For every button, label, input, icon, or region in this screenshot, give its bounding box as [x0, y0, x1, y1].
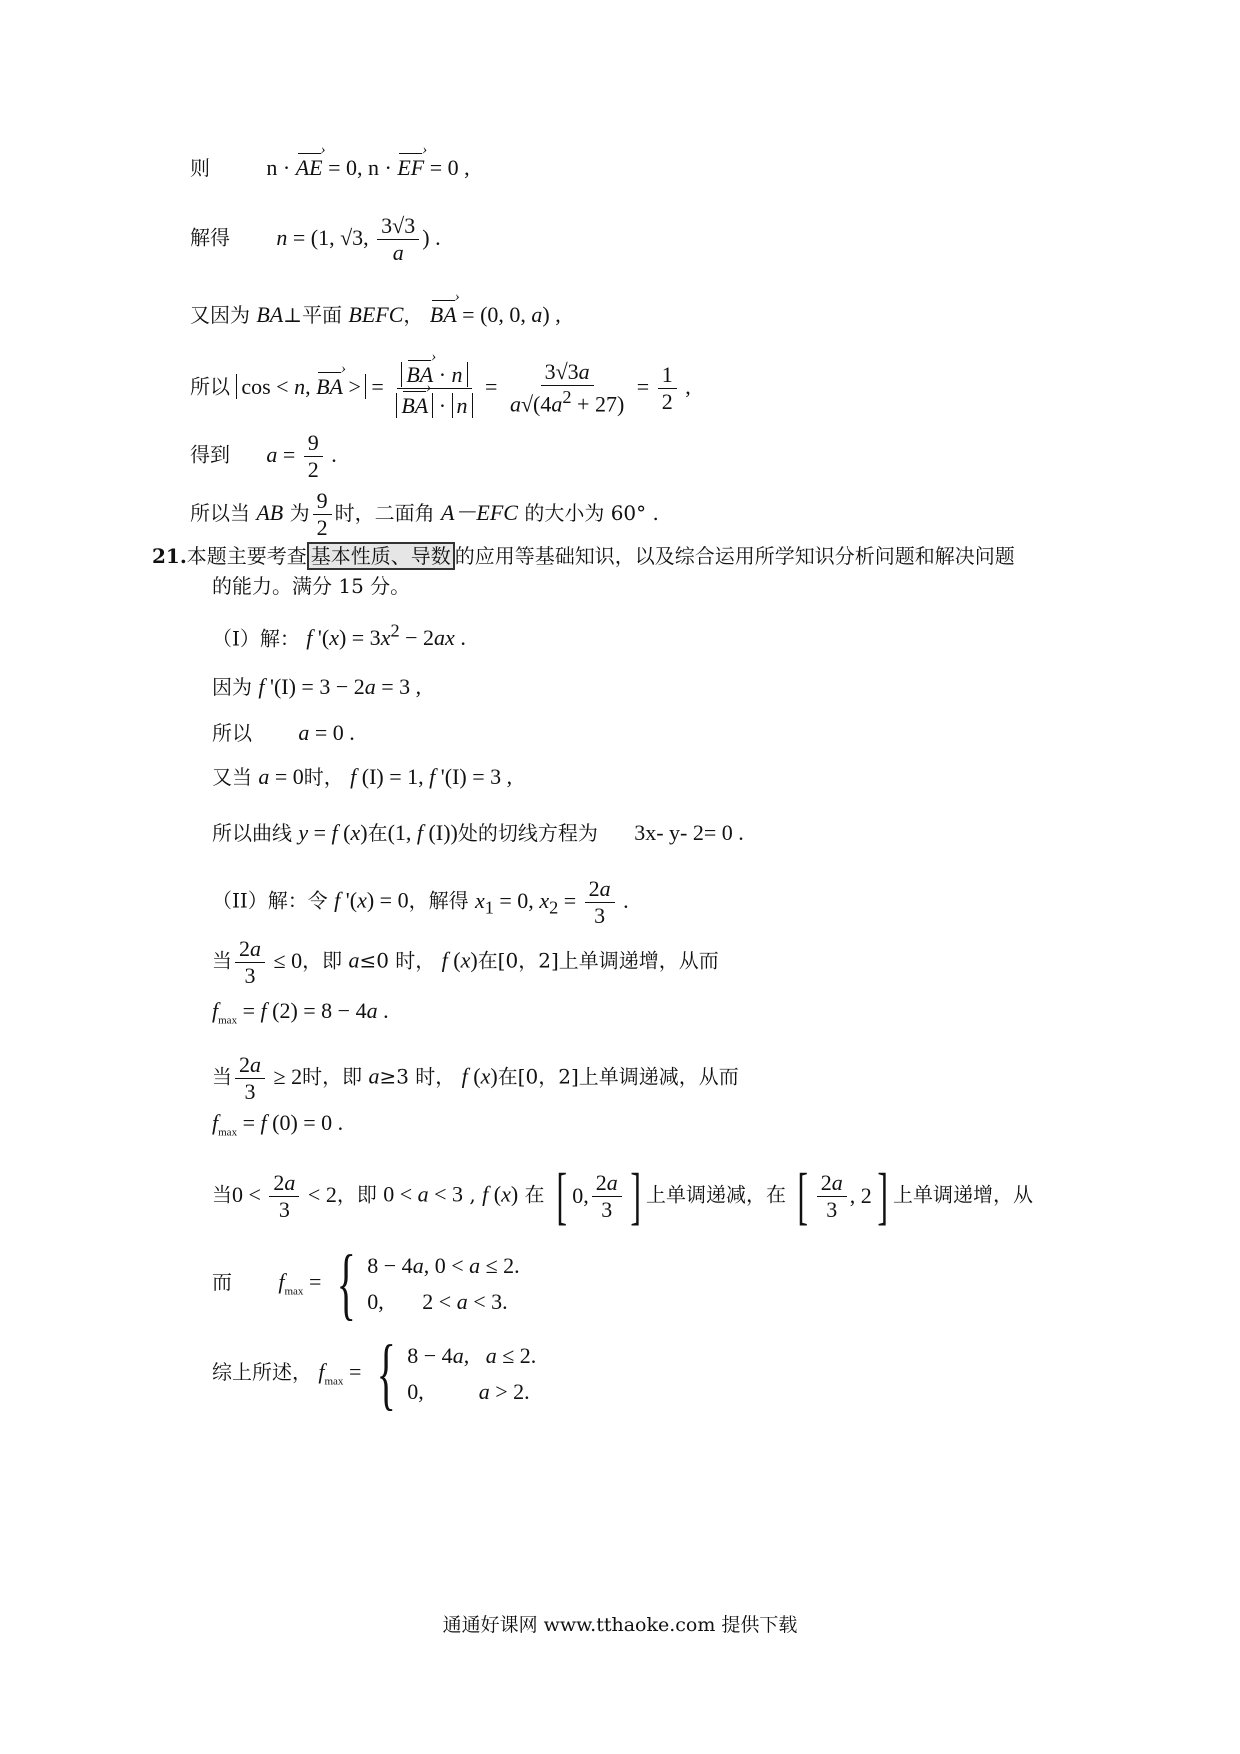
case1-max: [212, 1000, 389, 1026]
formula-f1-values: f (I) = 1, f '(I) = 3 ,: [350, 764, 513, 789]
formula-a-nine-halves: a = $\frac{9}{2}$ .: [266, 430, 337, 482]
text-suoyidang: 所以当: [190, 501, 250, 525]
text-shi: 时，: [303, 765, 344, 789]
text-zai: 在: [524, 1182, 545, 1207]
line-ba-perpendicular: 又因为 BA⊥平面 BEFC， BA › = (0, 0, a) ,: [190, 300, 561, 326]
text-size: 的大小为: [524, 501, 605, 525]
formula-fmax-case1: $f_{max} = f$ (2) = 8 − 4a .: [212, 998, 389, 1027]
formula-a-range: 0 < a < 3: [383, 1181, 464, 1207]
formula-befc: BEFC: [348, 302, 404, 327]
q21-intro-line1: [152, 546, 1015, 566]
case2: 当 $\frac{2a}{3}$ ≥ 2时，即 a≥3 时， f (x)在[0，2]上单调递减，从而: [212, 1052, 739, 1104]
text-suoyiquxian: 所以曲线: [212, 821, 292, 845]
text-60-degrees: 60°: [610, 501, 647, 525]
formula-ba-vector: BA › = (0, 0, a) ,: [430, 302, 561, 327]
q21-intro-b: 的应用等基础知识，以及综合运用所学知识分析问题和解决问题: [454, 544, 1015, 568]
text-pingmian: 平面: [302, 303, 343, 327]
part1-tangent: 所以曲线 y = f (x)在(1, f (I))处的切线方程为 3x- y- 2= 0 .: [212, 820, 744, 845]
formula-roots: $x_1 = 0$, $x_2$ = $\frac{2a}{3}$ .: [474, 876, 629, 928]
part1-derivative: [212, 622, 466, 649]
text-zai: 在: [367, 821, 388, 845]
case3: 当0 < $\frac{2a}{3}$ < 2，即 0 < a < 3 , f (x) 在 [ 0, $\frac{2a}{3}$ ] 上单调递减，在 [ $\frac{2a}{3}$ , 2 ] 上单调递增，从: [212, 1160, 1033, 1231]
text-case2-mono: 在[0，2]上单调递减，从而: [497, 1064, 739, 1089]
formula-a-zero: a = 0 .: [298, 720, 355, 745]
text-summary: 综上所述，: [212, 1360, 312, 1385]
part1-because: [212, 676, 421, 698]
text-case3-inc: 上单调递增，从: [893, 1182, 1033, 1207]
q21-intro-line2: [212, 576, 410, 596]
label-jiede: 解得: [190, 225, 230, 250]
text-case2-ji: 时，即: [302, 1064, 363, 1089]
formula-point: (1, f (I)): [387, 820, 458, 845]
formula-case1-ineq: $\frac{2a}{3}$ ≤ 0: [232, 948, 302, 973]
text-suoyi: 所以: [212, 721, 252, 745]
formula-fmax-case3: $f_{max}$ = { 8 − 4a, 0 < a ≤ 2. 0, 2 < a < 3.: [278, 1240, 520, 1328]
text-er: 而: [212, 1270, 232, 1295]
formula-fx: f (x): [482, 1181, 519, 1207]
text-tangent: 处的切线方程为: [457, 821, 598, 845]
formula-curve: y = f (x): [298, 820, 368, 845]
part2-label: （II）解：令: [212, 888, 328, 913]
formula-fx: f (x): [461, 1063, 498, 1089]
part1-again: [212, 766, 512, 788]
summary: [212, 1330, 537, 1418]
case3-max: [212, 1240, 520, 1328]
formula-n-value: n = (1, √3, $\frac{3√3}{a}$ ) .: [276, 213, 441, 265]
formula-case2-ineq: $\frac{2a}{3}$ ≥ 2: [232, 1064, 302, 1089]
line-solve-n: [190, 215, 441, 264]
text-wei: 为: [289, 501, 310, 525]
formula-a0: a = 0: [258, 764, 304, 789]
formula-interval-1: [ 0, $\frac{2a}{3}$ ]: [556, 1160, 641, 1231]
text-yinwei: 因为: [212, 675, 252, 699]
label-suoyi: 所以: [190, 374, 230, 399]
line-normal-vector-conditions: [190, 153, 470, 179]
formula-a-efc: A－EFC: [440, 500, 518, 525]
line-a-value: [190, 432, 337, 481]
case1: 当 $\frac{2a}{3}$ ≤ 0，即 a≤0 时， f (x)在[0，2]上单调递增，从而: [212, 936, 719, 988]
text-youyinwei: 又因为: [190, 303, 250, 327]
part2-critical-points: [212, 878, 629, 927]
text-ji: ，即: [302, 948, 343, 973]
label-ze: 则: [190, 156, 210, 180]
text-dihedral: 时，二面角: [334, 501, 435, 525]
line-cosine: [190, 360, 691, 417]
text-case3-dec: 上单调递减，在: [646, 1182, 787, 1207]
formula-derivative: f '$(x) = 3x^2 - 2ax$ .: [306, 621, 466, 651]
text-case2-cond: ≥3 时，: [379, 1064, 456, 1089]
formula-interval-2: [ $\frac{2a}{3}$ , 2 ]: [797, 1160, 888, 1231]
part1-label: （I）解：: [212, 626, 300, 651]
text-youdang: 又当: [212, 765, 252, 789]
text-case3-ji: ，即: [336, 1182, 377, 1207]
q21-intro-a: 本题主要考查: [186, 544, 307, 568]
line-conclusion-20: 所以当 AB 为 $\frac{9}{2}$ 时，二面角 A－EFC 的大小为 60° .: [190, 488, 659, 540]
q21-intro-c: 的能力。满分 15 分。: [212, 574, 411, 598]
formula-n-ae: n · AE › = 0, n · EF › = 0 ,: [266, 155, 469, 180]
formula-nine-halves: $\frac{9}{2}$: [313, 490, 332, 539]
formula-fprime-1: f '(I) = 3 − 2a = 3 ,: [258, 674, 422, 699]
text-dang: 当: [212, 1182, 232, 1207]
text-dang: 当: [212, 1064, 232, 1089]
text-dang: 当: [212, 948, 232, 973]
formula-ba: BA: [256, 302, 284, 327]
formula-cosine: cos < n, BA › > = $\frac{BA › \cdot n}{BA › \cdot n}$ = $\frac{3√3a}{a√(4a^2 + 27)}$ = $\frac{1}{2}$ ,: [236, 374, 690, 399]
part1-so: [212, 722, 355, 744]
page-footer: 通通好课网 www.tthaoke.com 提供下载: [442, 1614, 798, 1636]
formula-fprime-zero: f '(x) = 0: [334, 887, 409, 913]
formula-fx: f (x): [441, 947, 478, 973]
formula-ab: AB: [256, 500, 284, 525]
formula-case3-ineq: 0 < $\frac{2a}{3}$ < 2: [232, 1169, 337, 1222]
formula-fmax-case2: $f_{max} = f$ (0) = 0 .: [212, 1110, 344, 1139]
formula-fmax-summary: $f_{max}$ = { 8 − 4a, a ≤ 2. 0, a > 2.: [318, 1330, 537, 1418]
highlighted-phrase: 基本性质、导数: [307, 542, 455, 570]
q21-number: 21.: [152, 544, 187, 568]
case2-max: [212, 1112, 343, 1138]
formula-tangent-eq: 3x- y- 2= 0: [634, 820, 733, 845]
label-dedao: 得到: [190, 442, 230, 467]
text-case1-cond: ≤0 时，: [359, 948, 436, 973]
text-jiede: ，解得: [408, 888, 469, 913]
text-case1-mono: 在[0，2]上单调递增，从而: [477, 948, 719, 973]
